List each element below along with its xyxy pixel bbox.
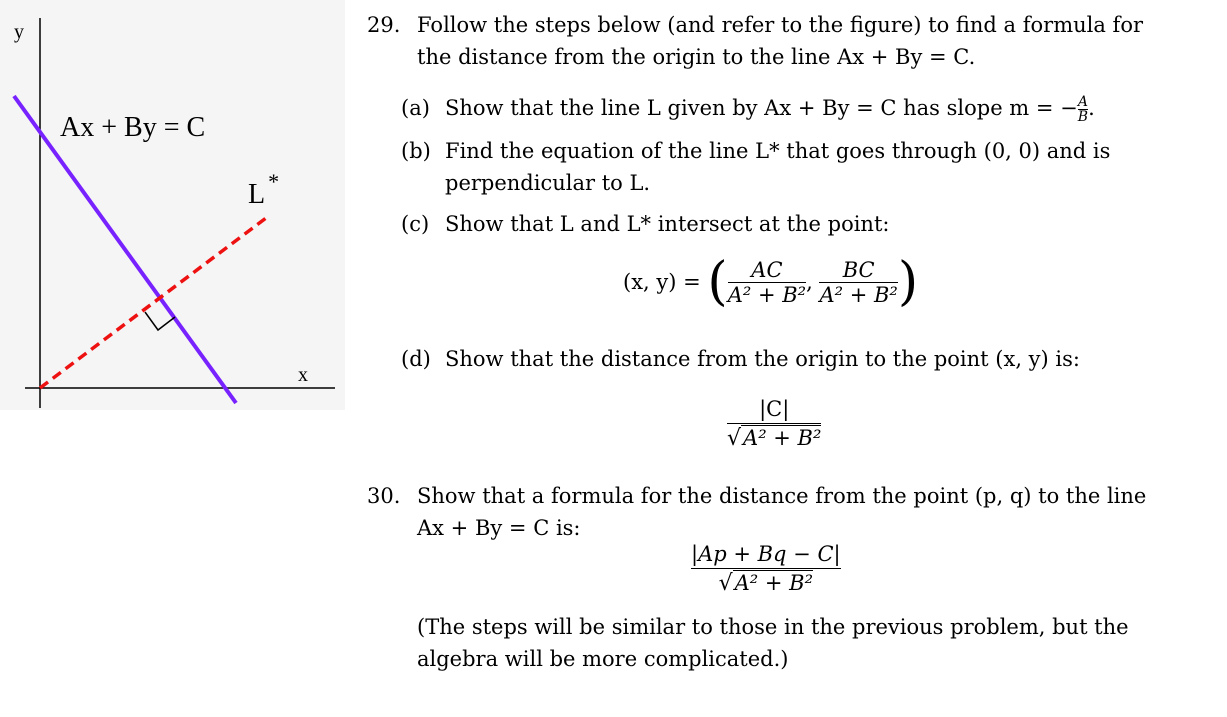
slope-numerator: A (1077, 94, 1088, 110)
x-axis-label: x (298, 364, 308, 386)
part-a-text (445, 92, 1095, 124)
problem-29-number: 29. (367, 13, 401, 37)
problem-29-intro-1: Follow the steps below (and refer to the figure) to find a formula for (417, 13, 1144, 37)
distance-figure (0, 0, 345, 410)
line-equation-label: Ax + By = C (60, 112, 206, 143)
radicand-2: A² + B² (734, 571, 814, 595)
slope-denominator: B (1077, 109, 1089, 125)
problem-30-text-1: Show that a formula for the distance from the point (p, q) to the line (417, 484, 1147, 508)
part-b-text-2: perpendicular to L. (445, 171, 651, 195)
sqrt-symbol-2: √ (718, 571, 733, 596)
part-c-label: (c) (401, 212, 430, 236)
problem-text (365, 0, 1225, 717)
x-denominator: A² + B² (727, 282, 807, 307)
slope-fraction (1078, 95, 1088, 124)
part-a-label: (a) (401, 96, 430, 120)
distance-formula-point (691, 540, 841, 598)
right-paren: ) (897, 252, 919, 312)
intersection-lhs: (x, y) = (623, 270, 701, 294)
origin-distance-denominator (727, 423, 821, 453)
y-fraction (819, 258, 897, 307)
y-numerator: BC (842, 257, 875, 282)
problem-30-number: 30. (367, 484, 401, 508)
radicand: A² + B² (743, 426, 822, 450)
part-c-text: Show that L and L* intersect at the point: (445, 212, 890, 236)
problem-30-text-2: Ax + By = C is: (417, 516, 581, 540)
coordinate-separator: , (806, 270, 813, 294)
part-b-text-1: Find the equation of the line L* that goes through (0, 0) and is (445, 139, 1111, 163)
perp-label-star: * (268, 169, 280, 194)
x-numerator: AC (751, 257, 783, 282)
left-paren: ( (707, 252, 728, 312)
part-b-label: (b) (401, 139, 431, 163)
problem-30-note-2: algebra will be more complicated.) (417, 647, 789, 671)
part-a-period: . (1088, 96, 1095, 120)
point-distance-numerator: |Ap + Bq − C| (691, 542, 841, 566)
x-fraction (728, 258, 806, 307)
problem-29-intro-2: the distance from the origin to the line Ax + By = C. (417, 45, 976, 69)
y-axis-label: y (14, 21, 24, 43)
point-distance-denominator (691, 568, 841, 598)
perpendicular-line-label (248, 169, 280, 210)
intersection-formula (623, 252, 919, 312)
origin-distance-numerator: |C| (759, 397, 790, 421)
part-a-statement: Show that the line L given by Ax + By = C has slope m = − (445, 96, 1078, 120)
problem-30-note-1: (The steps will be similar to those in the previous problem, but the (417, 615, 1129, 639)
part-d-text: Show that the distance from the origin to the point (x, y) is: (445, 347, 1080, 371)
origin-distance-fraction (727, 395, 821, 453)
y-denominator: A² + B² (819, 282, 898, 307)
part-d-label: (d) (401, 347, 431, 371)
point-distance-fraction (691, 540, 841, 598)
sqrt-symbol: √ (727, 426, 742, 451)
distance-formula-origin (727, 395, 821, 453)
perp-label-L: L (248, 179, 266, 210)
line-L-star (40, 215, 270, 388)
